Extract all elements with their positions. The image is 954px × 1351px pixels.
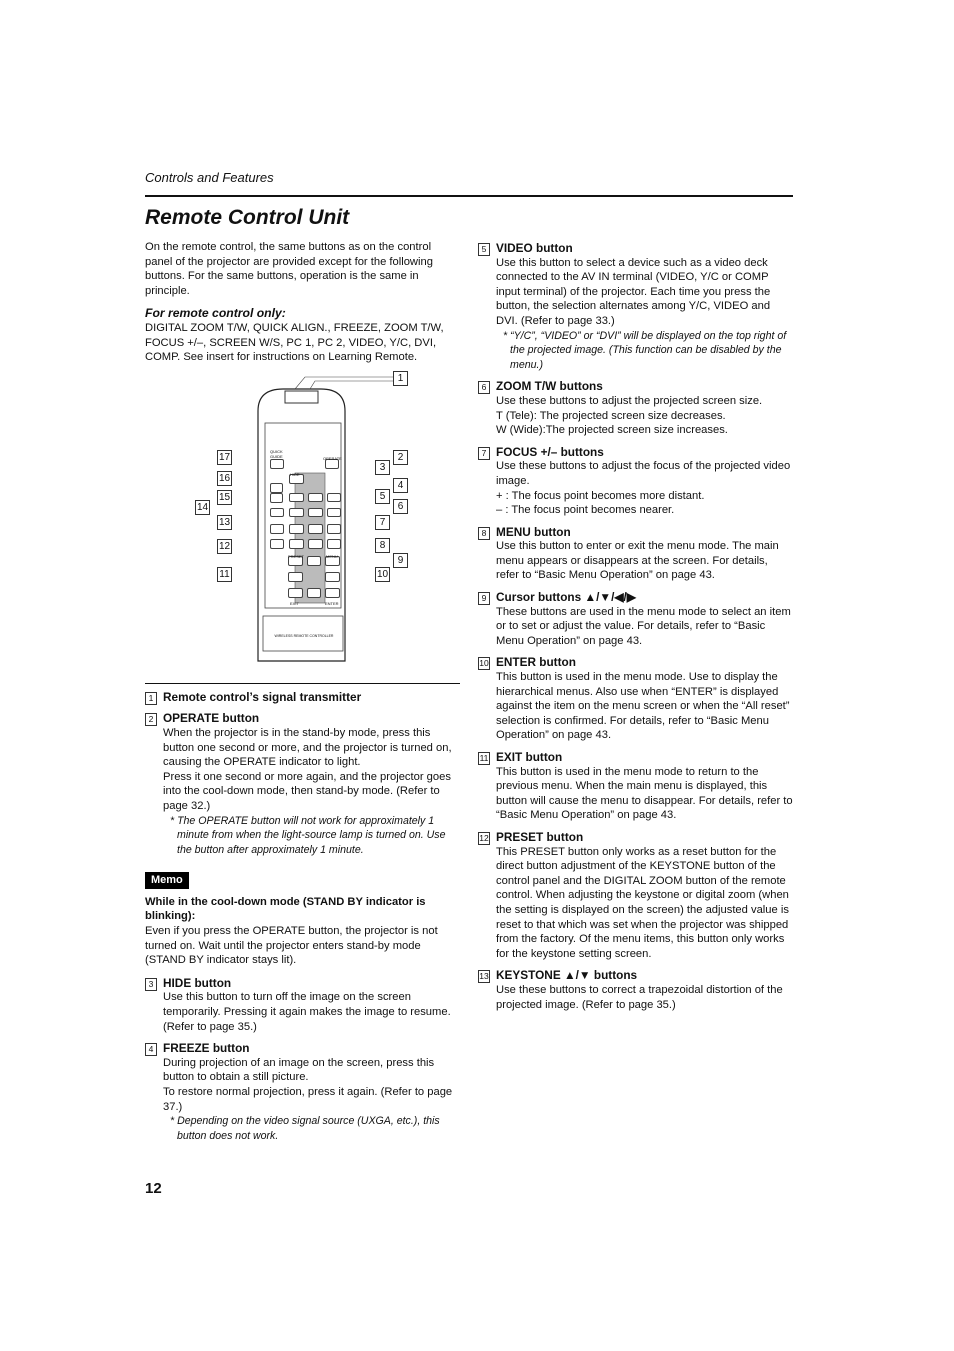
remote-footer-label: WIRELESS REMOTE CONTROLLER	[274, 633, 334, 638]
item-title: ZOOM T/W buttons	[496, 379, 603, 394]
exit-label: EXIT	[290, 600, 299, 606]
quick-guide-label: QUICK GUIDE	[270, 448, 283, 459]
callout-8: 8	[375, 538, 390, 553]
item-title: FOCUS +/– buttons	[496, 444, 604, 459]
digital-zoom-w-button[interactable]	[289, 539, 304, 549]
item-note: * The OPERATE button will not work for approximately 1 minute from when the light-source lamp is turned on. Use the button after approximately 1 minute.	[170, 814, 446, 856]
item-note: * Depending on the video signal source (UXGA, etc.), this button does not work.	[170, 1115, 440, 1142]
page-title: Remote Control Unit	[145, 206, 350, 229]
item-title: Remote control’s signal transmitter	[163, 689, 362, 704]
item-body: T (Tele): The projected screen size decreases.	[496, 409, 726, 422]
item-8	[478, 525, 793, 583]
page-number: 12	[145, 1180, 162, 1197]
left-items-2	[145, 976, 460, 1144]
item-11	[478, 750, 793, 823]
item-body: Use this button to select a device such as a video deck connected to the AV IN terminal (VIDEO, Y/C or COMP input terminal) of the projector. Each time you press the button, the selection alternates among Y/C, VIDEO and DVI. (Refer to page 33.)	[496, 256, 771, 327]
memo-badge: Memo	[145, 872, 189, 889]
zoom-w2-button[interactable]	[308, 539, 323, 549]
memo-text: Even if you press the OPERATE button, the projector is not turned on. Wait until the projector enters stand-by mode (STAND BY indicator stays lit).	[145, 925, 438, 967]
callout-7: 7	[375, 515, 390, 530]
cursor-right-button[interactable]	[325, 572, 340, 582]
callout-16: 16	[218, 472, 231, 484]
preset-label: PRESET	[288, 553, 305, 559]
section-label: Controls and Features	[145, 170, 274, 185]
item-number: 13	[479, 971, 489, 982]
item-12	[478, 830, 793, 961]
item-number: 1	[145, 692, 157, 705]
item-6	[478, 379, 793, 437]
keystone-down-button[interactable]	[270, 539, 284, 549]
callout-11: 11	[217, 567, 232, 582]
item-number: 5	[478, 243, 490, 256]
item-title: HIDE button	[163, 975, 232, 990]
item-body: These buttons are used in the menu mode to select an item or to set or adjust the value. For details, refer to “Basic Menu Operation” on page 43.	[496, 605, 791, 647]
item-body: When the projector is in the stand-by mode, press this button one second or more, and the projector is turned on, causing the OPERATE indicator to light.	[163, 726, 452, 769]
callout-12: 12	[218, 540, 231, 552]
callout-15: 15	[218, 491, 231, 503]
item-2	[145, 711, 460, 857]
zoom-s-button[interactable]	[270, 493, 283, 503]
focus-minus-button[interactable]	[327, 539, 341, 549]
item-body: Use these buttons to adjust the focus of the projected video image.	[496, 460, 791, 487]
pc1-button[interactable]	[270, 508, 284, 517]
item-body: During projection of an image on the screen, press this button to obtain a still picture.	[163, 1056, 435, 1084]
zoom-w-button[interactable]	[270, 483, 283, 493]
item-number: 2	[145, 713, 157, 726]
item-13	[478, 968, 793, 1012]
zoom-t-button[interactable]	[308, 524, 323, 534]
right-items	[478, 241, 793, 1012]
left-items	[145, 690, 460, 858]
item-number: 12	[479, 832, 489, 843]
item-body: This PRESET button only works as a reset button for the direct button adjustment of the KEYSTONE button of the control panel and the DIGITAL ZOOM button of the remote control. When adjusting the keystone or digital zoom (when the setting is displayed on the screen) the adjusted value is reset to that which was set when the projector was shipped from the factory. Of the menu items, this button only works for the keystone setting screen.	[496, 845, 789, 960]
intro-paragraph: On the remote control, the same buttons as on the control panel of the projector are provided except for the following buttons. For the same buttons, operation is the same in principle.	[145, 241, 433, 297]
item-body: Use this button to enter or exit the menu mode. The main menu appears or disappears at the screen. For details, refer to “Basic Menu Operation” on page 43.	[496, 540, 779, 582]
keystone-up-button[interactable]	[270, 524, 284, 534]
enter-label: ENTER	[325, 600, 339, 606]
item-number: 4	[145, 1043, 157, 1056]
remote-only-text: DIGITAL ZOOM T/W, QUICK ALIGN., FREEZE, ZOOM T/W, FOCUS +/–, SCREEN W/S, PC 1, PC 2, VIDEO, Y/C, DVI, COMP. See insert for instructions on Learning Remote.	[145, 321, 444, 364]
item-title: VIDEO button	[496, 241, 573, 255]
item-title: EXIT button	[496, 750, 563, 764]
callout-1: 1	[393, 371, 408, 386]
item-3	[145, 976, 460, 1034]
callout-17: 17	[218, 451, 231, 463]
video-button[interactable]	[327, 493, 341, 502]
header-rule	[145, 195, 793, 197]
item-body: Press it one second or more again, and the projector goes into the cool-down mode, then stand-by mode. (Refer to page 32.)	[163, 770, 451, 812]
callout-13: 13	[218, 516, 231, 528]
item-body: Use this button to turn off the image on the screen temporarily. Pressing it again makes the image to resume. (Refer to page 35.)	[163, 991, 451, 1033]
callout-4: 4	[393, 478, 408, 493]
item-body: Use these buttons to correct a trapezoidal distortion of the projected image. (Refer to page 35.)	[496, 983, 783, 1011]
item-7	[478, 445, 793, 518]
comp-button[interactable]	[308, 493, 323, 502]
callout-2: 2	[393, 450, 408, 465]
digital-zoom-t-button[interactable]	[289, 524, 304, 534]
item-4	[145, 1041, 460, 1143]
item-body: This button is used in the menu mode to return to the previous menu. When the main menu is displayed, this button will cause the menu to disappear. For details, refer to “Basic Menu Operation” on page 43.	[496, 765, 793, 822]
item-number: 9	[478, 592, 490, 605]
left-column	[145, 240, 460, 1150]
callout-6: 6	[393, 499, 408, 514]
item-number: 8	[478, 527, 490, 540]
item-body: To restore normal projection, press it again. (Refer to page 37.)	[163, 1086, 453, 1113]
cursor-up-button[interactable]	[307, 556, 321, 566]
item-title: ENTER button	[496, 655, 576, 670]
item-body: + : The focus point becomes more distant.	[496, 489, 705, 502]
item-1	[145, 690, 460, 705]
item-body: – : The focus point becomes nearer.	[496, 504, 675, 517]
item-title: OPERATE button	[163, 711, 260, 726]
item-body: This button is used in the menu mode. Use to display the hierarchical menus. Also use when “ENTER” is displayed against the item on the menu screen or when the “All reset” selection is confirmed. For details, refer to “Basic Menu Operation” on page 43.	[496, 671, 790, 742]
item-5	[478, 241, 793, 372]
callout-5: 5	[375, 489, 390, 504]
item-10	[478, 655, 793, 743]
menu-label: MENU	[326, 553, 338, 559]
cursor-down-button[interactable]	[307, 588, 321, 598]
cursor-left-button[interactable]	[288, 572, 303, 582]
operate-label: OPERATE	[323, 455, 342, 461]
item-number: 10	[479, 658, 489, 669]
callout-9: 9	[393, 553, 408, 568]
right-column	[478, 241, 793, 1019]
dvi-button[interactable]	[308, 508, 323, 517]
callout-10: 10	[376, 568, 389, 580]
item-body: Use these buttons to adjust the projected screen size.	[496, 394, 763, 407]
item-number: 3	[145, 978, 157, 991]
freeze-button[interactable]	[289, 493, 304, 502]
item-title: PRESET button	[496, 829, 584, 844]
item-9	[478, 590, 793, 648]
hide-label: HIDE	[290, 471, 300, 477]
item-number: 6	[478, 381, 490, 394]
item-number: 7	[478, 447, 490, 460]
yc-button[interactable]	[327, 508, 341, 517]
quick-guide-button[interactable]	[270, 459, 284, 469]
item-title: Cursor buttons ▲/▼/◀/▶	[496, 590, 636, 605]
item-number: 11	[479, 753, 489, 763]
pc2-button[interactable]	[289, 508, 304, 517]
item-title: MENU button	[496, 524, 571, 539]
item-body: W (Wide):The projected screen size increases.	[496, 424, 728, 437]
item-title: KEYSTONE ▲/▼ buttons	[496, 968, 638, 983]
item-note: * “Y/C”, “VIDEO” or “DVI” will be displayed on the top right of the projected image. (This function can be disabled by the menu.)	[503, 329, 787, 371]
remote-control-figure	[145, 371, 460, 683]
remote-only-heading: For remote control only:	[145, 306, 286, 321]
callout-14: 14	[196, 501, 209, 513]
focus-plus-button[interactable]	[327, 524, 341, 534]
callout-3: 3	[375, 460, 390, 475]
memo-heading: While in the cool-down mode (STAND BY indicator is blinking):	[145, 895, 426, 923]
item-title: FREEZE button	[163, 1041, 250, 1056]
